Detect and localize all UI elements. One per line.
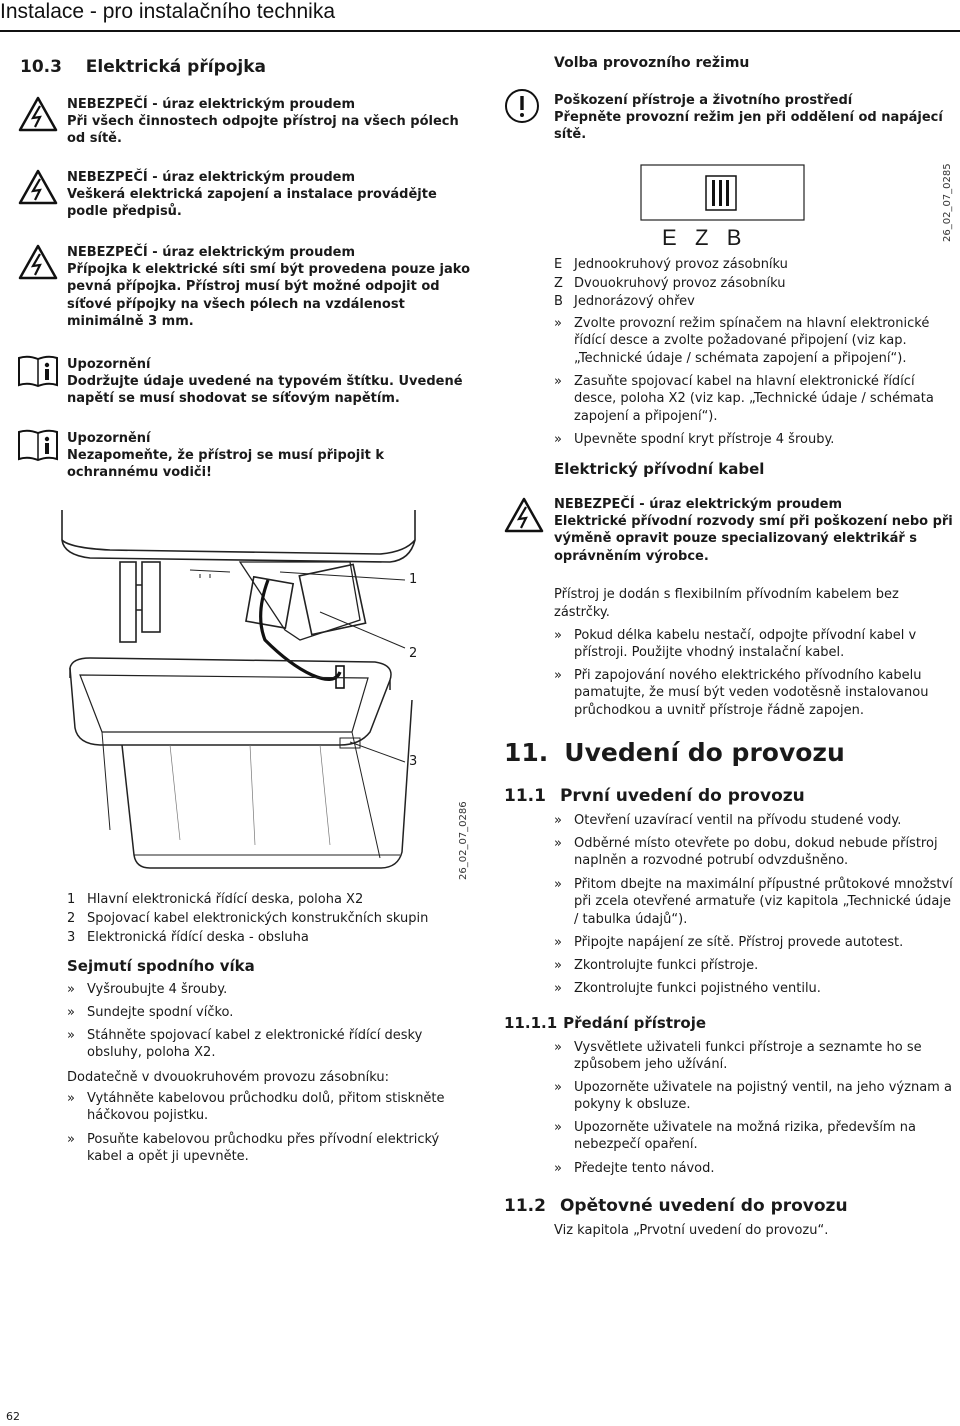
danger-high-voltage-icon (18, 96, 58, 132)
danger-notice-1 (67, 96, 477, 148)
list-item: » Zasuňte spojovací kabel na hlavní elektronické řídící desce, poloha X2 (viz kap. „Technické údaje / schémata zapojení a připojení“). (554, 374, 934, 424)
notice-title: NEBEZPEČÍ - úraz elektrickým proudem (67, 97, 356, 112)
section-11-1-1-heading: 11.1.1 Předání přístroje (504, 1014, 707, 1032)
danger-notice-2 (67, 169, 477, 221)
list-item: » Předejte tento návod. (554, 1161, 715, 1176)
legend-item-3: 3 Elektronická řídící deska - obsluha (67, 930, 309, 945)
info-notice-1 (67, 356, 477, 408)
danger-notice-3 (67, 244, 477, 331)
section-title: Elektrická přípojka (85, 57, 267, 77)
mode-legend-e: E Jednookruhový provoz zásobníku (554, 257, 788, 272)
section-11-2-text: Viz kapitola „Prvotní uvedení do provozu“. (554, 1223, 829, 1238)
info-book-icon (17, 354, 59, 388)
mode-legend-z: Z Dvouokruhový provoz zásobníku (554, 276, 786, 291)
appliance-cover-illustration (50, 500, 470, 880)
danger-high-voltage-icon (504, 497, 544, 533)
section-heading-10-3 (20, 56, 266, 78)
list-item: » Přitom dbejte na maximální přípustné průtokové množství při zcela otevřené armatuře (viz kapitola „Technické údaje / tabulka údajů“). (554, 877, 953, 927)
info-notice-2 (67, 430, 477, 482)
mode-legend-b: B Jednorázový ohřev (554, 294, 695, 309)
mode-switch-labels: E Z B (662, 225, 742, 250)
figure-callout-3: 3 (409, 754, 418, 769)
mode-selection-heading: Volba provozního režimu (554, 55, 750, 71)
list-item: » Stáhněte spojovací kabel z elektronické řídící desky obsluhy, poloha X2. (67, 1028, 423, 1061)
cable-text: Přístroj je dodán s flexibilním přívodním kabelem bez zástrčky. (554, 587, 899, 620)
legend-item-2: 2 Spojovací kabel elektronických konstrukčních skupin (67, 911, 429, 926)
notice-body: Přípojka k elektrické síti smí být provedena pouze jako pevná přípojka. Přístroj musí být možné odpojit od síťové přípojky na všech pólech na vzdálenost minimálně 3 mm. (67, 262, 471, 330)
cover-removal-heading: Sejmutí spodního víka (67, 957, 255, 975)
switch-figure-code: 26_02_07_0285 (942, 163, 953, 242)
cable-heading: Elektrický přívodní kabel (554, 460, 765, 478)
caution-notice (554, 92, 954, 144)
list-item: » Otevření uzavírací ventil na přívodu studené vody. (554, 813, 902, 828)
figure-callout-1: 1 (409, 572, 418, 587)
list-item: » Sundejte spodní víčko. (67, 1005, 234, 1020)
info-book-icon (17, 428, 59, 462)
list-item: » Upevněte spodní kryt přístroje 4 šrouby. (554, 432, 835, 447)
legend-item-1: 1 Hlavní elektronická řídící deska, poloha X2 (67, 892, 364, 907)
figure-code: 26_02_07_0286 (458, 801, 469, 880)
notice-title: Poškození přístroje a životního prostředí (554, 93, 853, 108)
notice-title: Upozornění (67, 357, 151, 372)
figure-callout-2: 2 (409, 646, 418, 661)
chapter-11-heading: 11. Uvedení do provozu (504, 738, 845, 767)
page-header-title: Instalace - pro instalačního technika (0, 0, 336, 23)
list-item: » Upozorněte uživatele na možná rizika, především na nebezpečí opaření. (554, 1120, 916, 1153)
notice-title: Upozornění (67, 431, 151, 446)
page-number: 62 (6, 1410, 20, 1423)
notice-body: Nezapomeňte, že přístroj se musí připojit k ochrannému vodiči! (67, 448, 385, 481)
list-item: » Při zapojování nového elektrického přívodního kabelu pamatujte, že musí být veden vodotěsně instalovanou průchodkou a uvnitř přístroje řádně zapojen. (554, 668, 929, 718)
danger-high-voltage-icon (18, 169, 58, 205)
list-item: » Vysvětlete uživateli funkci přístroje a seznamte ho se způsobem jeho užívání. (554, 1040, 922, 1073)
list-item: » Zvolte provozní režim spínačem na hlavní elektronické řídící desce a zvolte požadované připojení (viz kap. „Technické údaje / schémata zapojení a připojení“). (554, 316, 930, 366)
header-rule (0, 30, 960, 32)
list-item: » Připojte napájení ze sítě. Přístroj provede autotest. (554, 935, 904, 950)
notice-body: Přepněte provozní režim jen při oddělení od napájecí sítě. (554, 110, 943, 143)
notice-body: Při všech činnostech odpojte přístroj na všech pólech od sítě. (67, 114, 459, 147)
danger-high-voltage-icon (18, 244, 58, 280)
section-11-2-heading: 11.2 Opětovné uvedení do provozu (504, 1196, 848, 1216)
list-item: » Pokud délka kabelu nestačí, odpojte přívodní kabel v přístroji. Použijte vhodný instalační kabel. (554, 628, 917, 661)
caution-exclamation-icon (504, 88, 540, 124)
cable-danger-notice (554, 496, 954, 565)
section-number: 10.3 (20, 57, 62, 77)
list-item: » Upozorněte uživatele na pojistný ventil, na jeho význam a pokyny k obsluze. (554, 1080, 952, 1113)
notice-title: NEBEZPEČÍ - úraz elektrickým proudem (554, 497, 843, 512)
cover-removal-note: Dodatečně v dvouokruhovém provozu zásobníku: (67, 1070, 389, 1085)
list-item: » Zkontrolujte funkci přístroje. (554, 958, 759, 973)
notice-body: Elektrické přívodní rozvody smí při poškození nebo při výměně opravit pouze specializovaný elektrikář s oprávněním výrobce. (554, 514, 953, 564)
list-item: » Posuňte kabelovou průchodku přes přívodní elektrický kabel a opět ji upevněte. (67, 1132, 440, 1165)
list-item: » Vyšroubujte 4 šrouby. (67, 982, 228, 997)
list-item: » Vytáhněte kabelovou průchodku dolů, přitom stiskněte háčkovou pojistku. (67, 1091, 445, 1124)
notice-title: NEBEZPEČÍ - úraz elektrickým proudem (67, 245, 356, 260)
section-11-1-heading: 11.1 První uvedení do provozu (504, 786, 805, 806)
notice-body: Veškerá elektrická zapojení a instalace provádějte podle předpisů. (67, 187, 437, 220)
list-item: » Zkontrolujte funkci pojistného ventilu. (554, 981, 821, 996)
notice-body: Dodržujte údaje uvedené na typovém štítku. Uvedené napětí se musí shodovat se síťovým napětím. (67, 374, 463, 407)
list-item: » Odběrné místo otevřete po dobu, dokud nebude přístroj naplněn a rozvodné potrubí odvzdušněno. (554, 836, 938, 869)
notice-title: NEBEZPEČÍ - úraz elektrickým proudem (67, 170, 356, 185)
mode-switch-illustration (640, 164, 806, 224)
